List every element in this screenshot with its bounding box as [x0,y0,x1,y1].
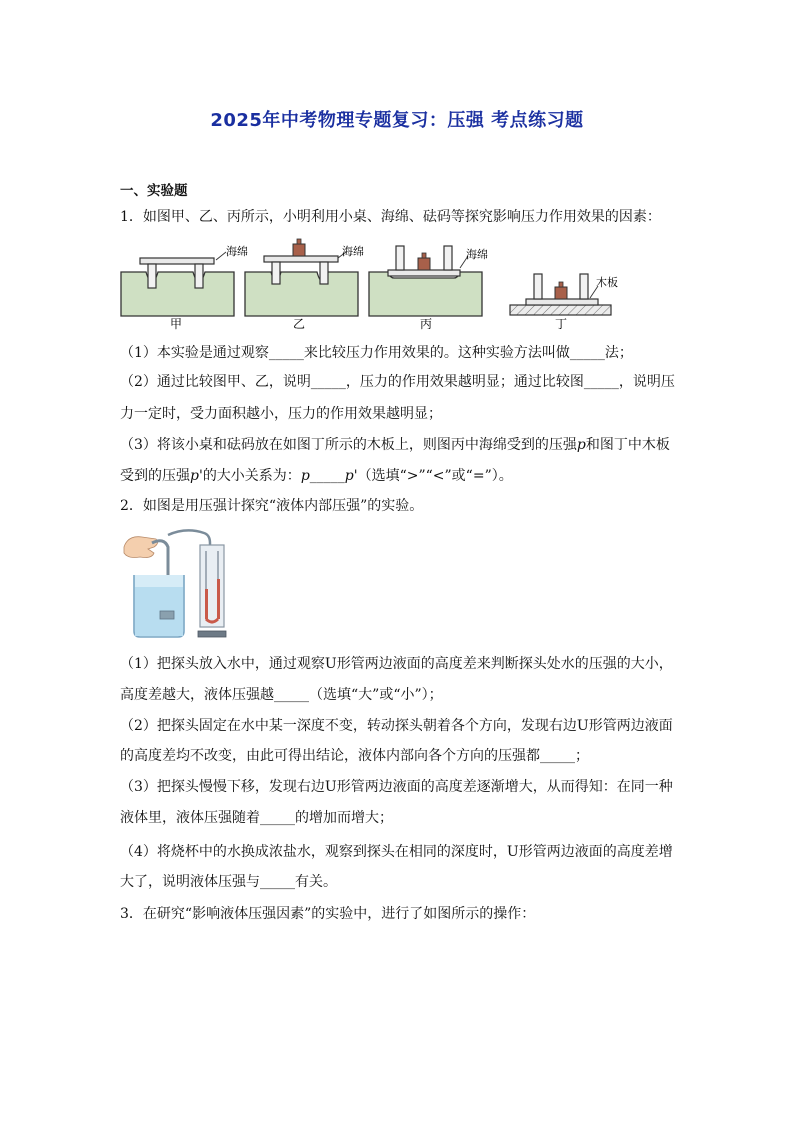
caption-jia: 甲 [169,317,183,331]
page-title: 2025年中考物理专题复习：压强 考点练习题 [210,110,584,131]
q1-part3-line2 [120,466,513,486]
sponge-label-yi: 海绵 [342,245,364,258]
caption-bing: 丙 [419,317,433,331]
section-heading: 一、实验题 [120,183,188,199]
answer-blank: _____ [309,468,345,484]
q2-part1-line2: 高度差越大，液体压强越_____（选填“大”或“小”）； [120,687,443,703]
q2-part2-line2: 的高度差均不改变，由此可得出结论，液体内部向各个方向的压强都_____； [120,748,589,764]
figure-bing [369,246,488,331]
var-p-prime-2: p' [344,468,358,484]
var-p-2: p [300,468,310,484]
figure-ding [510,274,618,331]
q2-part3-line1: （3）把探头慢慢下移，发现右边U形管两边液面的高度差逐渐增大，从而得知：在同一种 [120,779,673,795]
q1-part3-text-a: （3）将该小桌和砝码放在如图丁所示的木板上，则图丙中海绵受到的压强 [120,437,577,453]
q2-figure [118,527,250,641]
q1-part3-text-e: （选填“>”“<”或“=”）。 [357,468,513,484]
q2-stem: 2．如图是用压强计探究“液体内部压强”的实验。 [120,498,424,514]
q2-part2-line1: （2）把探头固定在水中某一深度不变，转动探头朝着各个方向，发现右边U形管两边液面 [120,718,673,734]
q2-part4-line1: （4）将烧杯中的水换成浓盐水，观察到探头在相同的深度时，U形管两边液面的高度差增 [120,844,673,860]
q1-part3-text-b: 和图丁中木板 [585,437,670,453]
sponge-label-jia: 海绵 [226,245,248,258]
q1-part3-text-d: 的大小关系为： [202,468,301,484]
caption-ding: 丁 [554,317,568,331]
q1-part1: （1）本实验是通过观察_____来比较压力作用效果的。这种实验方法叫做_____法； [120,345,633,361]
caption-yi: 乙 [292,317,306,331]
figure-yi [245,239,364,331]
board-label: 木板 [596,276,618,289]
q1-part3-text-c: 受到的压强 [120,468,190,484]
q1-part2-line2: 力一定时，受力面积越小，压力的作用效果越明显； [120,406,442,422]
var-p: p [576,437,586,453]
q3-stem: 3．在研究“影响液体压强因素”的实验中，进行了如图所示的操作： [120,906,536,922]
q1-part2-line1: （2）通过比较图甲、乙，说明_____，压力的作用效果越明显；通过比较图_____，说明压 [120,374,675,390]
q2-part4-line2: 大了，说明液体压强与_____有关。 [120,874,337,890]
sponge-label-bing: 海绵 [466,248,488,261]
q2-part3-line2: 液体里，液体压强随着_____的增加而增大； [120,810,393,826]
q1-part3-line1 [120,435,670,455]
var-p-prime: p' [190,468,203,484]
q1-stem: 1．如图甲、乙、丙所示，小明利用小桌、海绵、砝码等探究影响压力作用效果的因素： [120,209,661,225]
q2-part1-line1: （1）把探头放入水中，通过观察U形管两边液面的高度差来判断探头处水的压强的大小， [120,656,673,672]
figure-jia [121,244,248,331]
q1-figure [118,238,618,334]
